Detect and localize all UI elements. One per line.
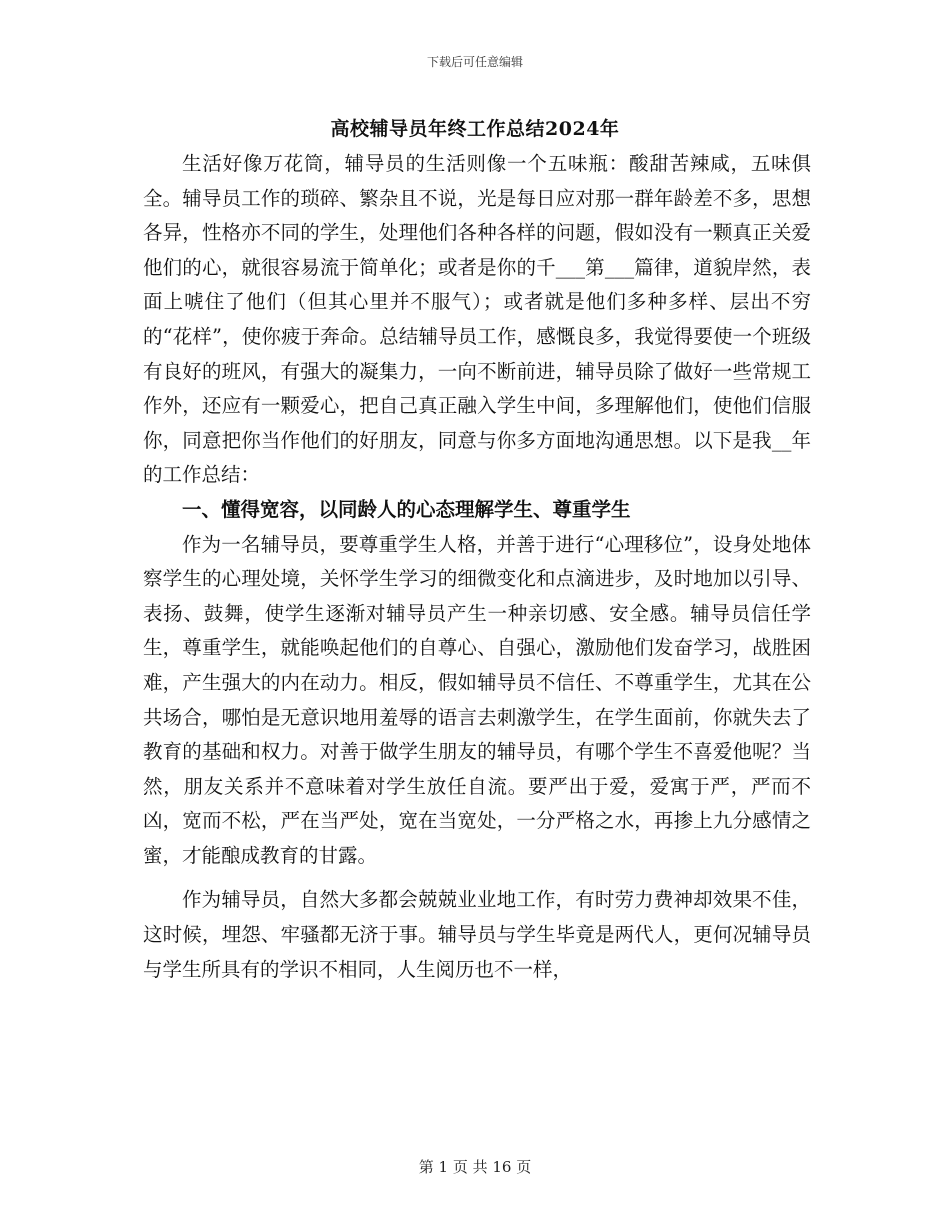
- section1-paragraph-1: 作为一名辅导员，要尊重学生人格，并善于进行“心理移位”，设身处地体察学生的心理处境，关怀学生学习的细微变化和点滴进步，及时地加以引导、表扬、鼓舞，使学生逐渐对辅导员产生一种亲切感、安全感。辅导员信任学生，尊重学生，就能唤起他们的自尊心、自强心，激励他们发奋学习，战胜困难，产生强大的内在动力。相反，假如辅导员不信任、不尊重学生，尤其在公共场合，哪怕是无意识地用羞辱的语言去刺激学生，在学生面前，你就失去了教育的基础和权力。对善于做学生朋友的辅导员，有哪个学生不喜爱他呢？当然，朋友关系并不意味着对学生放任自流。要严出于爱，爱寓于严，严而不凶，宽而不松，严在当严处，宽在当宽处，一分严格之水，再掺上九分感情之蜜，才能酿成教育的甘露。: [143, 532, 811, 867]
- page-number-footer: 第 1 页 共 16 页: [418, 1158, 532, 1176]
- document-body: [143, 147, 811, 987]
- document-title: 高校辅导员年终工作总结2024年: [330, 118, 620, 140]
- header-note: 下载后可任意编辑: [426, 55, 523, 69]
- section1-paragraph-2: 作为辅导员，自然大多都会兢兢业业地工作，有时劳力费神却效果不佳，这时候，埋怨、牢骚都无济于事。辅导员与学生毕竟是两代人，更何况辅导员与学生所具有的学识不相同，人生阅历也不一样，: [143, 888, 811, 981]
- intro-paragraph: 生活好像万花筒，辅导员的生活则像一个五味瓶：酸甜苦辣咸，五味俱全。辅导员工作的琐碎、繁杂且不说，光是每日应对那一群年龄差不多，思想各异，性格亦不同的学生，处理他们各种各样的问题，假如没有一颗真正关爱他们的心，就很容易流于简单化；或者是你的千___第___篇律，道貌岸然，表面上唬住了他们（但其心里并不服气）；或者就是他们多种多样、层出不穷的“花样”，使你疲于奔命。总结辅导员工作，感慨良多，我觉得要使一个班级有良好的班风，有强大的凝集力，一向不断前进，辅导员除了做好一些常规工作外，还应有一颗爱心，把自己真正融入学生中间，多理解他们，使他们信服你，同意把你当作他们的好朋友，同意与你多方面地沟通思想。以下是我__年的工作总结：: [143, 152, 811, 487]
- section-heading-1: 一、懂得宽容，以同龄人的心态理解学生、尊重学生: [182, 497, 631, 521]
